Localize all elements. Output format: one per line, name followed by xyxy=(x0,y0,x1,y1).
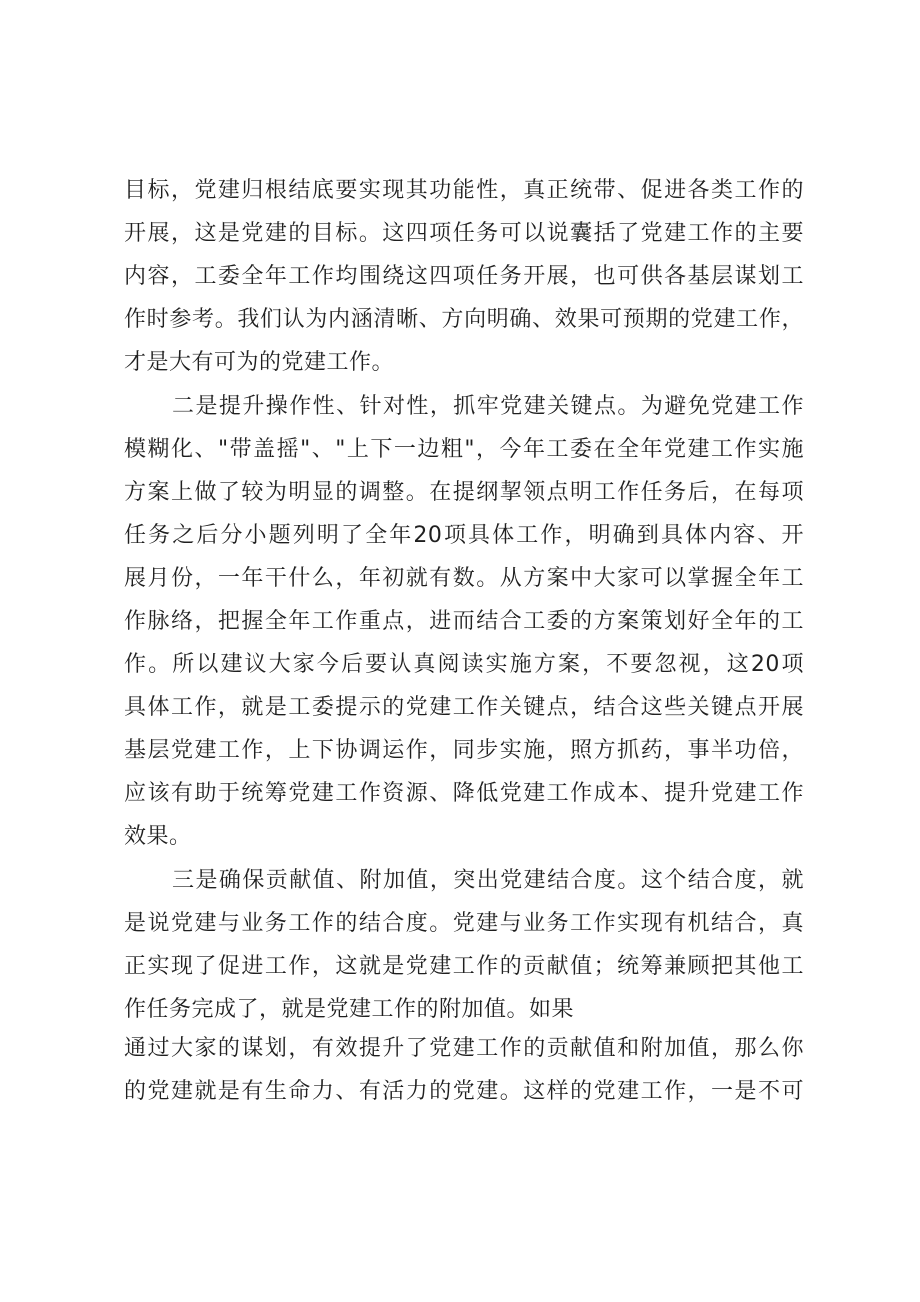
text-line: 目标，党建归根结底要实现其功能性，真正统带、促进各类工作的 xyxy=(124,178,804,203)
text-line: 开展，这是党建的目标。这四项任务可以说囊括了党建工作的主要 xyxy=(124,221,804,246)
text-line: 通过大家的谋划，有效提升了党建工作的贡献值和附加值，那么你 xyxy=(124,1036,804,1061)
text-line: 任务之后分小题列明了全年20项具体工作，明确到具体内容、开 xyxy=(124,523,804,548)
text-line: 作任务完成了，就是党建工作的附加值。如果 xyxy=(124,997,575,1022)
text-line: 基层党建工作，上下协调运作，同步实施，照方抓药，事半功倍， xyxy=(124,738,804,763)
text-line: 内容，工委全年工作均围绕这四项任务开展，也可供各基层谋划工 xyxy=(124,264,804,289)
text-line: 具体工作，就是工委提示的党建工作关键点，结合这些关键点开展 xyxy=(124,695,804,720)
text-line: 展月份，一年干什么，年初就有数。从方案中大家可以掌握全年工 xyxy=(124,566,804,591)
text-line: 效果。 xyxy=(124,824,192,849)
text-line: 的党建就是有生命力、有活力的党建。这样的党建工作，一是不可 xyxy=(124,1079,804,1104)
text-line: 是说党建与业务工作的结合度。党建与业务工作实现有机结合，真 xyxy=(124,911,804,936)
text-line: 模糊化、"带盖摇"、"上下一边粗"，今年工委在全年党建工作实施 xyxy=(124,437,804,462)
text-line: 作脉络，把握全年工作重点，进而结合工委的方案策划好全年的工 xyxy=(124,609,804,634)
text-line: 正实现了促进工作，这就是党建工作的贡献值；统筹兼顾把其他工 xyxy=(124,954,804,979)
paragraph-start: 三是确保贡献值、附加值，突出党建结合度。这个结合度，就 xyxy=(172,868,804,893)
text-line: 作时参考。我们认为内涵清晰、方向明确、效果可预期的党建工作， xyxy=(124,307,804,332)
paragraph-start: 二是提升操作性、针对性，抓牢党建关键点。为避免党建工作 xyxy=(172,394,804,419)
text-line: 作。所以建议大家今后要认真阅读实施方案，不要忽视，这20项 xyxy=(124,652,804,677)
text-line: 方案上做了较为明显的调整。在提纲挈领点明工作任务后，在每项 xyxy=(124,480,804,505)
text-line: 应该有助于统筹党建工作资源、降低党建工作成本、提升党建工作 xyxy=(124,781,804,806)
text-line: 才是大有可为的党建工作。 xyxy=(124,350,395,375)
